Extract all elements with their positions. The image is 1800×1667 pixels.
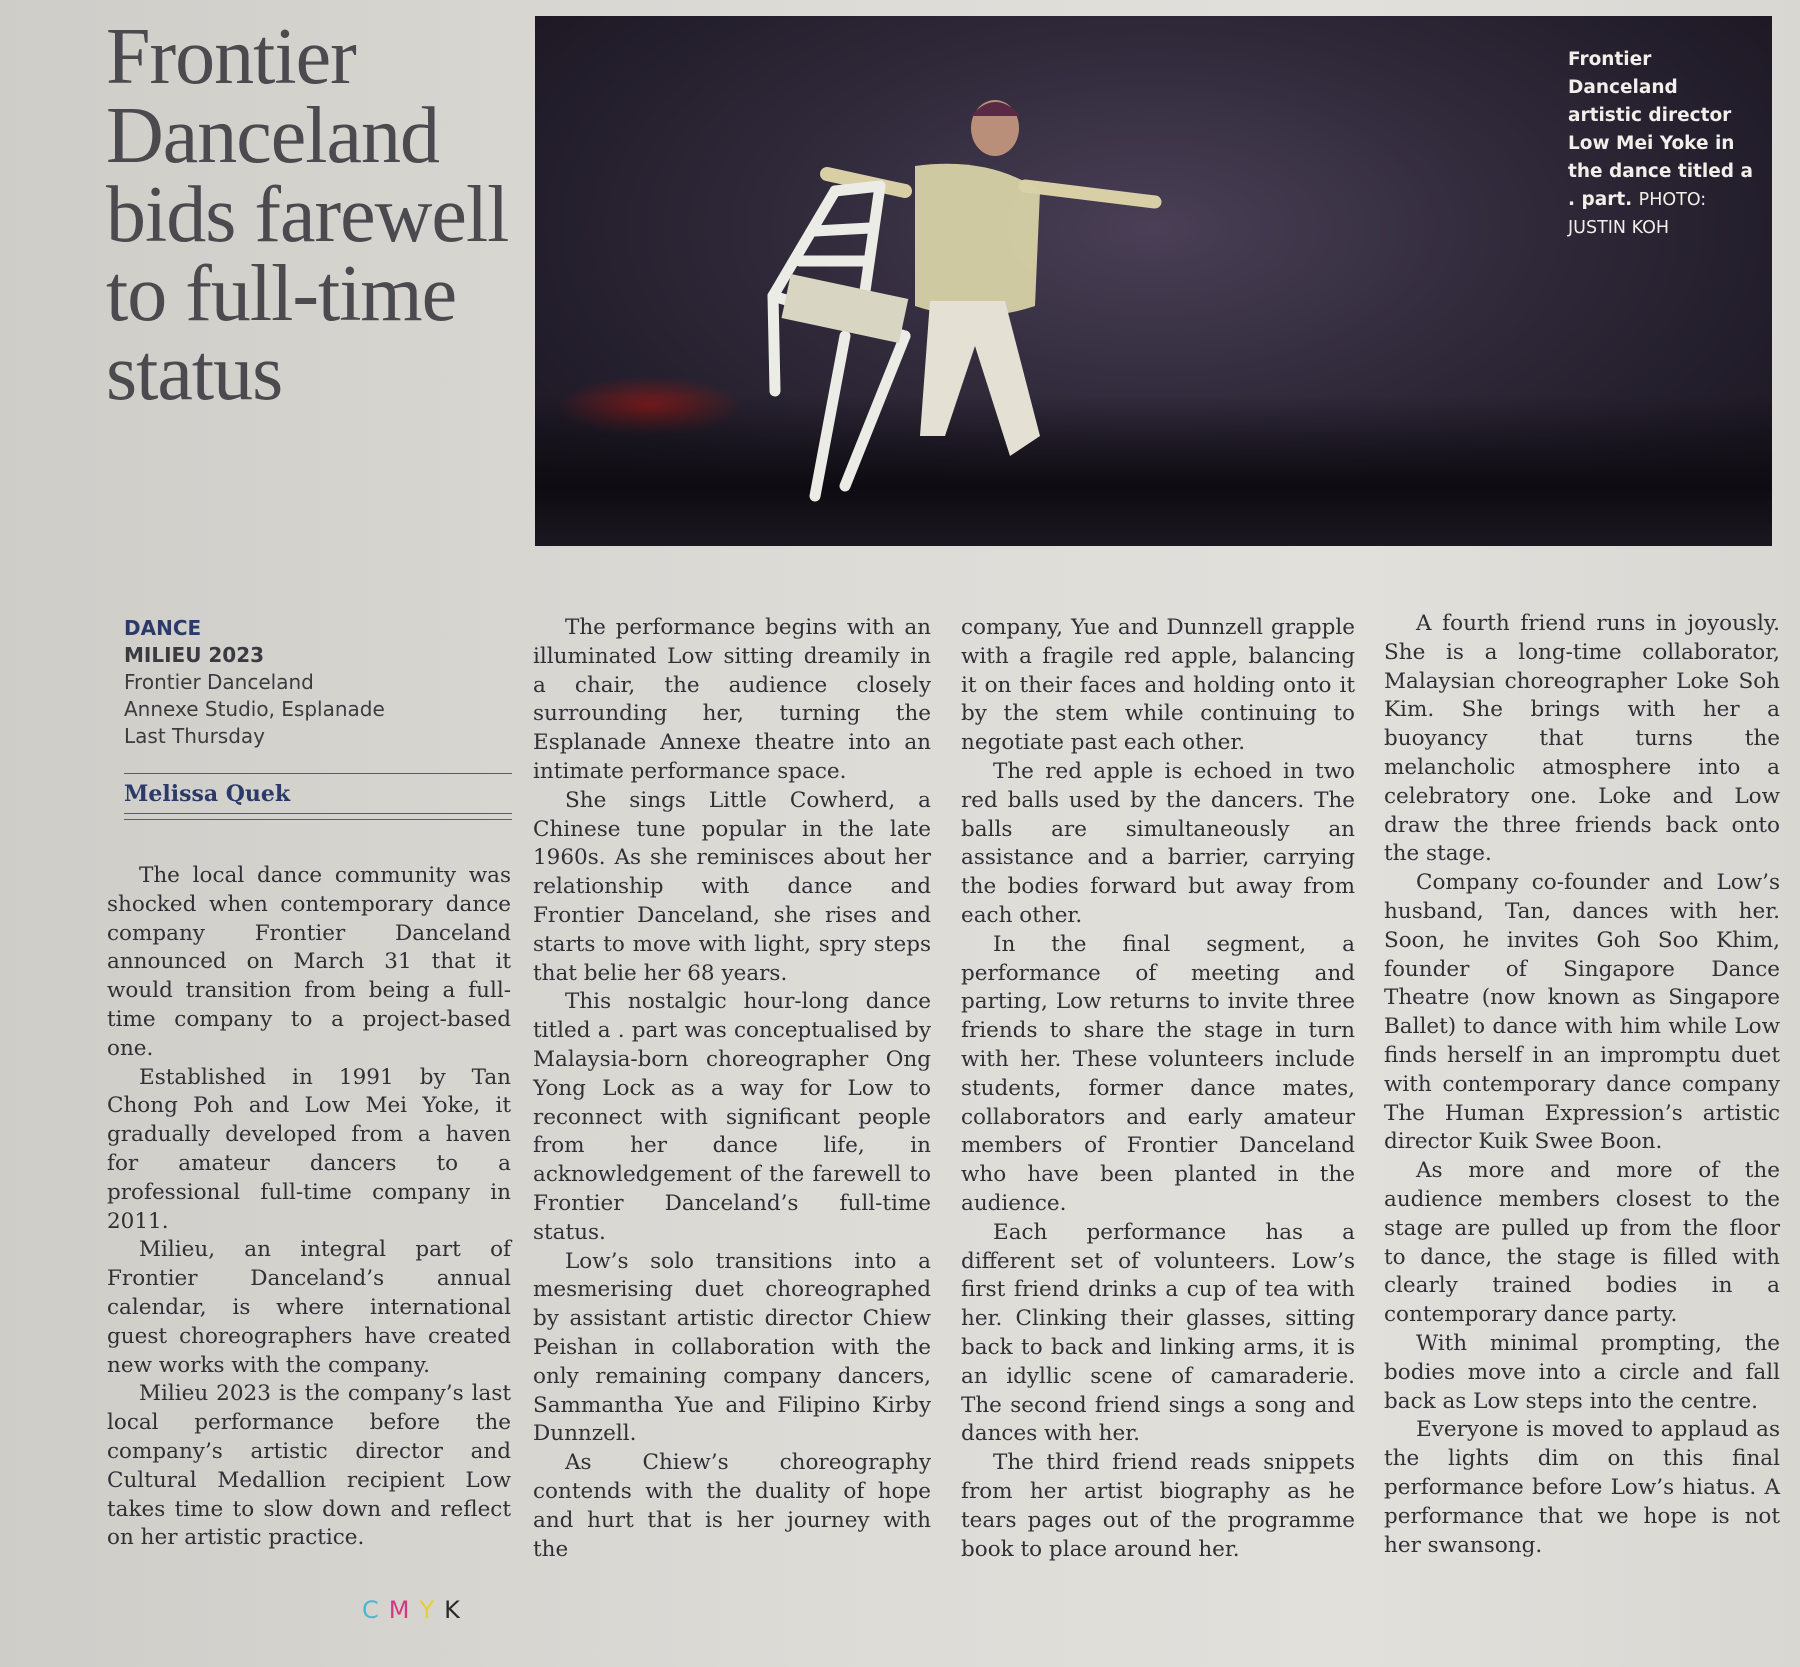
paragraph: This nostalgic hour-long dance titled a . part was conceptualised by Malaysia-born choreographer Ong Yong Lock as a way for Low to reconnect with significant people from her dance life, in acknowledgement of the farewell to Frontier Danceland’s full-time status. [533, 989, 931, 1245]
paragraph: In the final segment, a performance of meeting and parting, Low returns to invite three friends to share the stage in turn with her. These volunteers include students, former dance mates, collaborators and early amateur members of Frontier Danceland who have been planted in the audience. [961, 931, 1355, 1216]
paragraph: A fourth friend runs in joyously. She is a long-time collaborator, Malaysian choreographer Loke Soh Kim. She brings with her a buoyancy that turns the melancholic atmosphere into a celebratory one. Loke and Low draw the three friends back onto the stage. [1384, 611, 1780, 867]
article-column-1 [107, 862, 511, 1553]
photo-caption [1568, 46, 1758, 242]
photo-credit: PHOTO: JUSTIN KOH [1568, 190, 1707, 238]
paragraph: The performance begins with an illuminated Low sitting dreamily in a chair, the audience closely surrounding her, turning the Esplanade Annexe theatre into an intimate performance space. [533, 615, 931, 784]
byline-divider-bottom-2 [124, 819, 512, 820]
event-venue: Annexe Studio, Esplanade [124, 697, 385, 721]
event-date: Last Thursday [124, 724, 266, 748]
byline-divider-bottom [124, 813, 512, 814]
paragraph: She sings Little Cowherd, a Chinese tune popular in the late 1960s. As she reminisces about her relationship with dance and Frontier Danceland, she rises and starts to move with light, spry steps that belie her 68 years. [533, 787, 931, 986]
paragraph: Company co-founder and Low’s husband, Tan, dances with her. Soon, he invites Goh Soo Khim, founder of Singapore Dance Theatre (now known as Singapore Ballet) to dance with him while Low finds herself in an impromptu duet with contemporary dance company The Human Expression’s artistic director Kuik Swee Boon. [1384, 870, 1780, 1155]
paragraph: Milieu 2023 is the company’s last local performance before the company’s artistic director and Cultural Medallion recipient Low takes time to slow down and reflect on her artistic practice. [107, 1381, 511, 1551]
article-column-4 [1384, 610, 1780, 1560]
event-company: Frontier Danceland [124, 670, 314, 694]
caption-text: Frontier Danceland artistic director Low Mei Yoke in the dance titled a . part. [1568, 49, 1753, 210]
paragraph: The red apple is echoed in two red balls used by the dancers. The balls are simultaneously an assistance and a barrier, carrying the bodies forward but away from each other. [961, 758, 1355, 928]
paragraph: Low’s solo transitions into a mesmerising duet choreographed by assistant artistic director Chiew Peishan in collaboration with the only remaining company dancers, Sammantha Yue and Filipino Kirby Dunnzell. [533, 1248, 931, 1447]
paragraph: As more and more of the audience members closest to the stage are pulled up from the floor to dance, the stage is filled with clearly trained bodies in a contemporary dance party. [1384, 1158, 1780, 1328]
paragraph: company, Yue and Dunnzell grapple with a fragile red apple, balancing it on their faces and holding onto it by the stem while continuing to negotiate past each other. [961, 615, 1355, 756]
event-info-box [124, 615, 514, 750]
paragraph: Each performance has a different set of volunteers. Low’s first friend drinks a cup of tea with her. Clinking their glasses, sitting back to back and linking arms, it is an idyllic scene of camaraderie. The second friend sings a song and dances with her. [961, 1219, 1355, 1447]
paragraph: The third friend reads snippets from her artist biography as he tears pages out of the programme book to place around her. [961, 1450, 1355, 1562]
cmyk-k: K [444, 1596, 470, 1624]
article-column-3 [961, 614, 1355, 1564]
byline: Melissa Quek [124, 781, 291, 807]
paragraph: The local dance community was shocked when contemporary dance company Frontier Danceland announced on March 31 that it would transition from being a full-time company to a project-based one. [107, 863, 511, 1061]
section-label: DANCE [124, 616, 202, 640]
byline-divider-top [124, 773, 512, 774]
cmyk-print-mark [362, 1596, 470, 1624]
cmyk-c: C [362, 1596, 389, 1624]
article-column-2 [533, 614, 931, 1564]
paragraph: Established in 1991 by Tan Chong Poh and Low Mei Yoke, it gradually developed from a haven for amateur dancers to a professional full-time company in 2011. [107, 1064, 511, 1234]
paragraph: As Chiew’s choreography contends with the duality of hope and hurt that is her journey with the [533, 1450, 931, 1562]
cmyk-y: Y [419, 1596, 445, 1624]
paragraph: With minimal prompting, the bodies move into a circle and fall back as Low steps into the centre. [1384, 1330, 1780, 1414]
cmyk-m: M [388, 1596, 420, 1624]
event-title: MILIEU 2023 [124, 643, 265, 667]
paragraph: Milieu, an integral part of Frontier Danceland’s annual calendar, is where international guest choreographers have created new works with the company. [107, 1237, 511, 1378]
paragraph: Everyone is moved to applaud as the lights dim on this final performance before Low’s hiatus. A performance that we hope is not her swansong. [1384, 1417, 1780, 1558]
headline: Frontier Danceland bids farewell to full-time status [106, 13, 509, 417]
